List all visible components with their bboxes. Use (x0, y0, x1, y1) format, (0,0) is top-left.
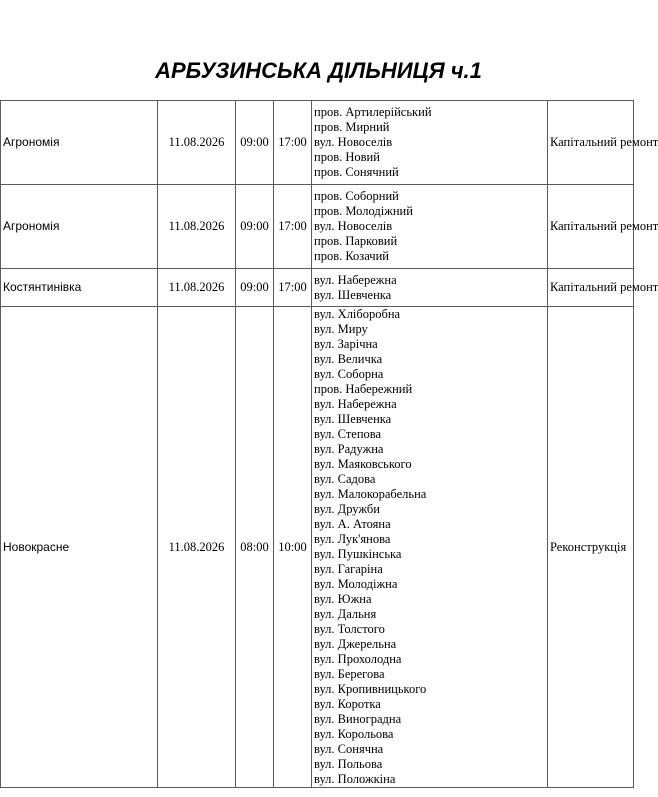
table-row (1, 307, 634, 788)
settlement-cell: Агрономія (1, 101, 158, 185)
street-item: вул. Южна (314, 592, 372, 606)
street-item: вул. Прохолодна (314, 652, 402, 666)
street-item: пров. Парковий (314, 234, 398, 248)
street-item: вул. Корольова (314, 727, 394, 741)
end-time-cell: 10:00 (274, 307, 312, 788)
street-item: пров. Молодіжний (314, 204, 413, 218)
street-item: пров. Мирний (314, 120, 390, 134)
start-time-cell: 08:00 (236, 307, 274, 788)
date-cell: 11.08.2026 (158, 307, 236, 788)
street-item: вул. Маяковського (314, 457, 412, 471)
street-item: вул. Новоселів (314, 135, 393, 149)
table-row (1, 101, 634, 185)
street-item: вул. Дальня (314, 607, 377, 621)
street-item: пров. Соборний (314, 189, 399, 203)
street-item: пров. Сонячний (314, 165, 399, 179)
settlement-cell: Новокрасне (1, 307, 158, 788)
street-item: вул. Молодіжна (314, 577, 398, 591)
table-row (1, 185, 634, 269)
street-item: вул. Зарічна (314, 337, 378, 351)
street-item: вул. Садова (314, 472, 376, 486)
street-item: вул. Положкіна (314, 772, 396, 786)
street-item: вул. Миру (314, 322, 368, 336)
street-item: вул. Новоселів (314, 219, 393, 233)
work-type-cell: Капітальний ремонт (548, 185, 634, 269)
street-item: вул. Шевченка (314, 287, 392, 302)
date-cell: 11.08.2026 (158, 101, 236, 185)
street-item: вул. А. Атояна (314, 517, 391, 531)
street-item: вул. Сонячна (314, 742, 384, 756)
street-item: вул. Дружби (314, 502, 380, 516)
street-item: вул. Лук'янова (314, 532, 391, 546)
end-time-cell: 17:00 (274, 185, 312, 269)
page-title: АРБУЗИНСЬКА ДІЛЬНИЦЯ ч.1 (155, 58, 482, 83)
start-time-cell: 09:00 (236, 269, 274, 307)
date-cell: 11.08.2026 (158, 269, 236, 307)
start-time-cell: 09:00 (236, 101, 274, 185)
street-item: вул. Польова (314, 757, 383, 771)
start-time-cell: 09:00 (236, 185, 274, 269)
street-item: вул. Гагаріна (314, 562, 383, 576)
street-item: вул. Набережна (314, 272, 397, 287)
streets-cell (312, 101, 548, 185)
settlement-cell: Агрономія (1, 185, 158, 269)
end-time-cell: 17:00 (274, 101, 312, 185)
outage-table (0, 100, 658, 788)
street-item: вул. Хліборобна (314, 307, 401, 321)
street-item: вул. Пушкінська (314, 547, 402, 561)
street-item: пров. Новий (314, 150, 380, 164)
street-item: вул. Джерельна (314, 637, 397, 651)
work-type-cell: Капітальний ремонт (548, 269, 634, 307)
street-item: вул. Малокорабельна (314, 487, 427, 501)
work-type-cell: Капітальний ремонт (548, 101, 634, 185)
street-item: пров. Козачий (314, 249, 389, 263)
street-item: вул. Коротка (314, 697, 381, 711)
end-time-cell: 17:00 (274, 269, 312, 307)
work-type-cell: Реконструкція (548, 307, 634, 788)
street-item: вул. Кропивницького (314, 682, 427, 696)
street-item: пров. Артилерійський (314, 105, 432, 119)
street-item: вул. Виноградна (314, 712, 402, 726)
table-row (1, 269, 634, 307)
streets-cell (312, 269, 548, 307)
street-item: вул. Соборна (314, 367, 384, 381)
street-item: вул. Шевченка (314, 412, 392, 426)
street-item: вул. Степова (314, 427, 382, 441)
streets-cell (312, 307, 548, 788)
street-item: пров. Набережний (314, 382, 413, 396)
street-item: вул. Толстого (314, 622, 385, 636)
date-cell: 11.08.2026 (158, 185, 236, 269)
streets-cell (312, 185, 548, 269)
street-item: вул. Величка (314, 352, 383, 366)
street-item: вул. Берегова (314, 667, 385, 681)
street-item: вул. Набережна (314, 397, 397, 411)
street-item: вул. Радужна (314, 442, 384, 456)
settlement-cell: Костянтинівка (1, 269, 158, 307)
